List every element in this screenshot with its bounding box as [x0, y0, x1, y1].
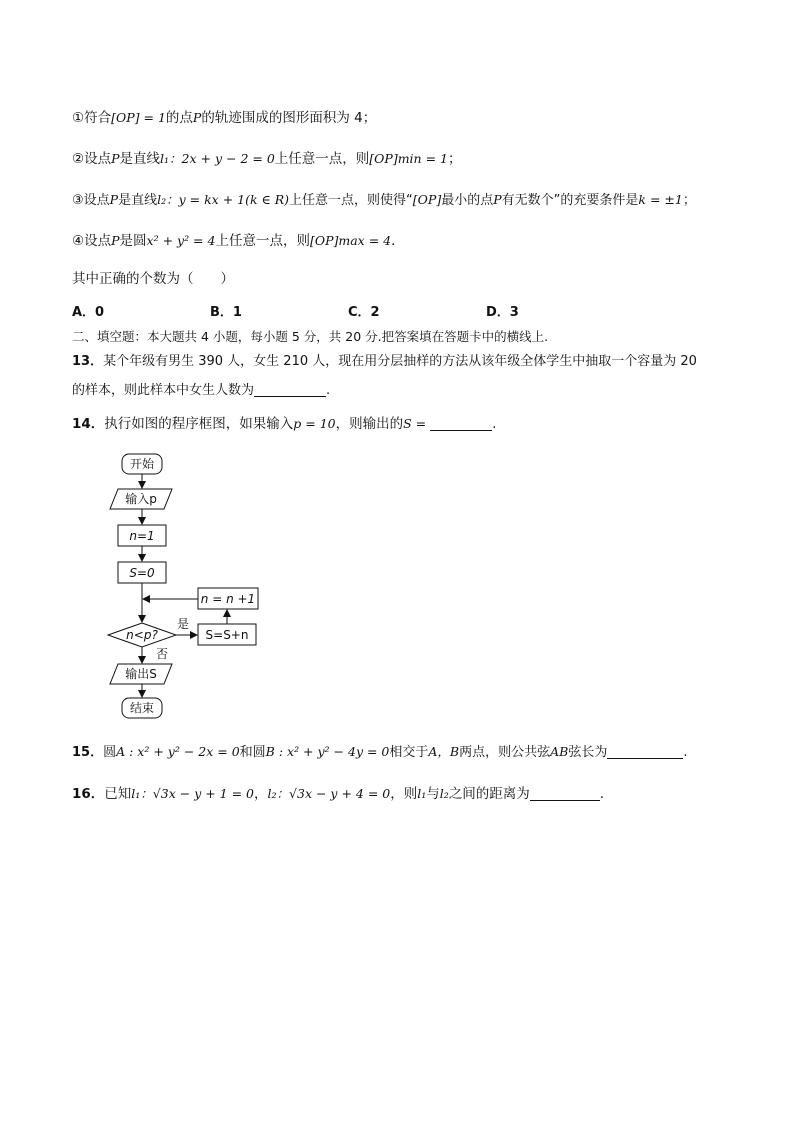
- flow-no-label: 否: [155, 647, 169, 661]
- q15-math-1: A : x² + y² − 2x = 0: [116, 744, 240, 759]
- option-c: C．2: [348, 305, 380, 320]
- flow-update-n-label: n = n +1: [200, 592, 256, 606]
- q16-text-c: ，则: [390, 786, 418, 802]
- q14-text-a: 执行如图的程序框图，如果输入: [104, 416, 294, 432]
- option-d: D．3: [486, 305, 519, 320]
- q15-end: .: [683, 745, 688, 760]
- statement-1: [72, 108, 376, 128]
- statement-2-text-b: 是直线: [119, 151, 161, 167]
- q14-math-1: p = 10: [293, 416, 336, 431]
- q14-text-b: ，则输出的: [335, 416, 404, 432]
- statement-3-text-d: 最小的点: [441, 193, 494, 208]
- statement-3-math-4: P: [493, 192, 502, 207]
- q13-end: .: [326, 383, 331, 398]
- q15-text-a: 圆: [103, 745, 117, 760]
- statement-1-math-1: [OP] = 1: [111, 110, 166, 125]
- q16-line: [72, 784, 604, 804]
- flow-update-s-label: S=S+n: [205, 628, 249, 642]
- q16-math-3: l₁: [417, 786, 427, 801]
- q15-text-b: 和圆: [239, 745, 266, 760]
- statement-1-text-c: 的轨迹围成的图形面积为 4；: [201, 110, 377, 126]
- q13-text-1: 某个年级有男生 390 人，女生 210 人，现在用分层抽样的方法从该年级全体学生中抽取一个容量为 20: [103, 354, 697, 369]
- statement-3-math-1: P: [109, 192, 119, 207]
- statement-4-math-2: x² + y² = 4: [146, 233, 216, 248]
- statement-4-math-3: [OP]max = 4: [309, 233, 392, 248]
- q15-number: 15．: [72, 745, 104, 760]
- option-b: B．1: [210, 305, 242, 320]
- q15-math-3: A，B: [428, 744, 460, 759]
- statement-2-text-c: 上任意一点，则: [274, 151, 370, 167]
- flow-init-n-label: n=1: [129, 529, 155, 543]
- q16-answer-blank[interactable]: [530, 786, 600, 801]
- flow-start-label: 开始: [129, 457, 155, 471]
- statement-2-math-1: P: [111, 151, 120, 166]
- q14-answer-blank[interactable]: [430, 416, 492, 431]
- q15-math-2: B : x² + y² − 4y = 0: [265, 744, 390, 759]
- flow-yes-label: 是: [176, 617, 190, 631]
- statement-4-text-a: 设点: [84, 233, 112, 249]
- statement-4-text-d: ．: [391, 233, 405, 249]
- statement-3-text-c: 上任意一点，则使得“: [289, 193, 413, 208]
- flowchart-svg: [100, 448, 280, 728]
- statement-3-mark: ③: [72, 193, 84, 208]
- q16-math-2: l₂：√3x − y + 4 = 0: [267, 786, 391, 801]
- q16-text-b: ，: [254, 786, 268, 802]
- q13-line-1: [72, 352, 697, 372]
- statement-2-math-2: l₁：2x + y − 2 = 0: [160, 151, 275, 166]
- q16-text-a: 已知: [104, 786, 132, 802]
- q14-math-2: S =: [403, 416, 427, 431]
- q13-line-2: [72, 381, 330, 401]
- statement-2-text-d: ；: [447, 151, 462, 167]
- q15-answer-blank[interactable]: [607, 744, 683, 759]
- q13-number: 13．: [72, 354, 104, 369]
- flow-end-label: 结束: [129, 701, 155, 715]
- q15-text-c: 相交于: [389, 745, 429, 760]
- statement-3-text-b: 是直线: [118, 193, 158, 208]
- q13-text-2: 的样本，则此样本中女生人数为: [72, 383, 255, 398]
- statement-3-text-a: 设点: [83, 193, 110, 208]
- q16-text-d: 与: [426, 786, 440, 802]
- statement-3-text-e: 有无数个”的充要条件是: [501, 193, 639, 208]
- flow-decision-label: n<p?: [126, 628, 158, 642]
- statement-3-text-f: ；: [682, 193, 696, 208]
- q15-line: [72, 742, 688, 763]
- question-text: 其中正确的个数为（ ）: [72, 271, 234, 287]
- q14-end: .: [492, 416, 497, 432]
- statement-1-mark: ①: [72, 110, 85, 126]
- option-a: A．0: [72, 305, 105, 320]
- statement-2: [72, 149, 461, 169]
- flowchart: [100, 448, 280, 732]
- statement-4: [72, 231, 405, 251]
- statement-3-math-2: l₂：y = kx + 1(k ∈ R): [157, 192, 290, 207]
- statement-4-text-c: 上任意一点，则: [215, 233, 310, 249]
- section-header: 二、填空题：本大题共 4 小题，每小题 5 分，共 20 分.把答案填在答题卡中的横线上.: [72, 329, 549, 344]
- q16-end: .: [599, 786, 605, 802]
- statement-3: [72, 190, 696, 211]
- statement-2-text-a: 设点: [84, 151, 112, 167]
- statement-1-text-b: 的点: [165, 110, 193, 126]
- statement-2-math-3: [OP]min = 1: [369, 151, 448, 166]
- flow-output-label: 输出S: [125, 667, 157, 681]
- q16-text-e: 之间的距离为: [448, 786, 530, 802]
- q13-answer-blank[interactable]: [254, 382, 326, 397]
- q15-math-4: AB: [550, 744, 569, 759]
- statement-3-math-5: k = ±1: [638, 192, 683, 207]
- flow-input-label: 输入p: [125, 492, 157, 506]
- q16-number: 16．: [72, 786, 105, 802]
- q15-text-e: 弦长为: [568, 745, 608, 760]
- statement-3-math-3: [OP]: [412, 192, 442, 207]
- statement-1-text-a: 符合: [84, 110, 112, 126]
- q16-math-1: l₁：√3x − y + 1 = 0: [131, 786, 255, 801]
- statement-1-math-2: P: [192, 110, 202, 125]
- statement-2-mark: ②: [72, 151, 85, 167]
- q16-math-4: l₂: [439, 786, 449, 801]
- q14-line: [72, 414, 496, 434]
- statement-4-math-1: P: [111, 233, 120, 248]
- flow-init-s-label: S=0: [129, 566, 155, 580]
- q14-number: 14．: [72, 416, 105, 432]
- statement-4-mark: ④: [72, 233, 85, 249]
- q15-text-d: 两点，则公共弦: [459, 745, 551, 760]
- statement-4-text-b: 是圆: [119, 233, 147, 249]
